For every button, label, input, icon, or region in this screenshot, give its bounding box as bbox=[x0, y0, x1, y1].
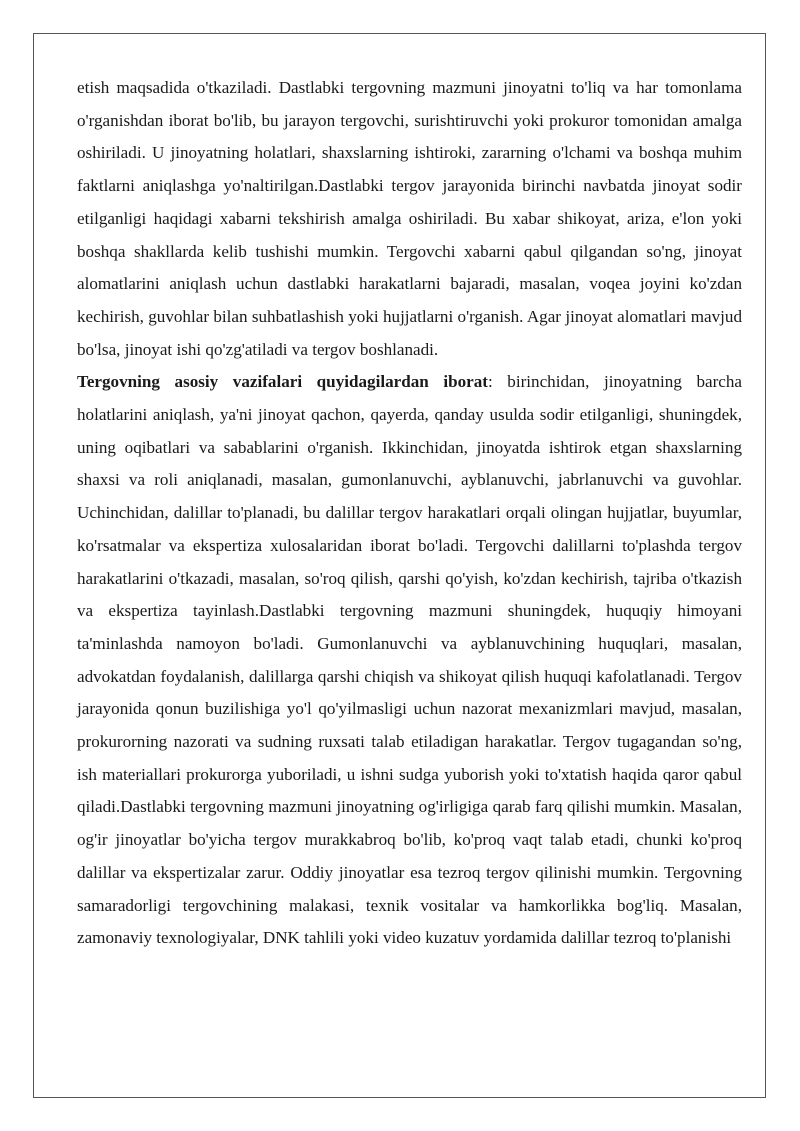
paragraph-intro bbox=[77, 72, 742, 366]
paragraph-text: : birinchidan, jinoyatning barcha holatlarini aniqlash, ya'ni jinoyat qachon, qayerda, qanday usulda sodir etilganligi, shuningdek, uning oqibatlari va sabablarini o'rganish. Ikkinchidan, jinoyatda ishtirok etgan shaxslarning shaxsi va roli aniqlanadi, masalan, gumonlanuvchi, ayblanuvchi, jabrlanuvchi va guvohlar. Uchinchidan, dalillar to'planadi, bu dalillar tergov harakatlari orqali olingan hujjatlar, buyumlar, ko'rsatmalar va ekspertiza xulosalaridan iborat bo'ladi. Tergovchi dalillarni to'plashda tergov harakatlarini o'tkazadi, masalan, so'roq qilish, qarshi qo'yish, ko'zdan kechirish, tajriba o'tkazish va ekspertiza tayinlash.Dastlabki tergovning mazmuni shuningdek, huquqiy himoyani ta'minlashda namoyon bo'ladi. Gumonlanuvchi va ayblanuvchining huquqlari, masalan, advokatdan foydalanish, dalillarga qarshi chiqish va shikoyat qilish huquqi kafolatlanadi. Tergov jarayonida qonun buzilishiga yo'l qo'yilmasligi uchun nazorat mexanizmlari mavjud, masalan, prokurorning nazorati va sudning ruxsati talab etiladigan harakatlar. Tergov tugagandan so'ng, ish materiallari prokurorga yuboriladi, u ishni sudga yuborish yoki to'xtatish haqida qaror qabul qiladi.Dastlabki tergovning mazmuni jinoyatning og'irligiga qarab farq qilishi mumkin. Masalan, og'ir jinoyatlar bo'yicha tergov murakkabroq bo'lib, ko'proq vaqt talab etadi, chunki ko'proq dalillar va ekspertizalar zarur. Oddiy jinoyatlar esa tezroq tergov qilinishi mumkin. Tergovning samaradorligi tergovchining malakasi, texnik vositalar va hamkorlikka bog'liq. Masalan, zamonaviy texnologiyalar, DNK tahlili yoki video kuzatuv yordamida dalillar tezroq to'planishi bbox=[77, 372, 742, 948]
paragraph-tasks bbox=[77, 366, 742, 955]
document-body bbox=[77, 72, 742, 955]
paragraph-text: etish maqsadida o'tkaziladi. Dastlabki tergovning mazmuni jinoyatni to'liq va har tomonlama o'rganishdan iborat bo'lib, bu jarayon tergovchi, surishtiruvchi yoki prokuror tomonidan amalga oshiriladi. U jinoyatning holatlari, shaxslarning ishtiroki, zararning o'lchami va boshqa muhim faktlarni aniqlashga yo'naltirilgan.Dastlabki tergov jarayonida birinchi navbatda jinoyat sodir etilganligi haqidagi xabarni tekshirish amalga oshiriladi. Bu xabar shikoyat, ariza, e'lon yoki boshqa shakllarda kelib tushishi mumkin. Tergovchi xabarni qabul qilgandan so'ng, jinoyat alomatlarini aniqlash uchun dastlabki harakatlarni bajaradi, masalan, voqea joyini ko'zdan kechirish, guvohlar bilan suhbatlashish yoki hujjatlarni o'rganish. Agar jinoyat alomatlari mavjud bo'lsa, jinoyat ishi qo'zg'atiladi va tergov boshlanadi. bbox=[77, 78, 742, 359]
paragraph-bold-lead: Tergovning asosiy vazifalari quyidagilardan iborat bbox=[77, 372, 488, 392]
